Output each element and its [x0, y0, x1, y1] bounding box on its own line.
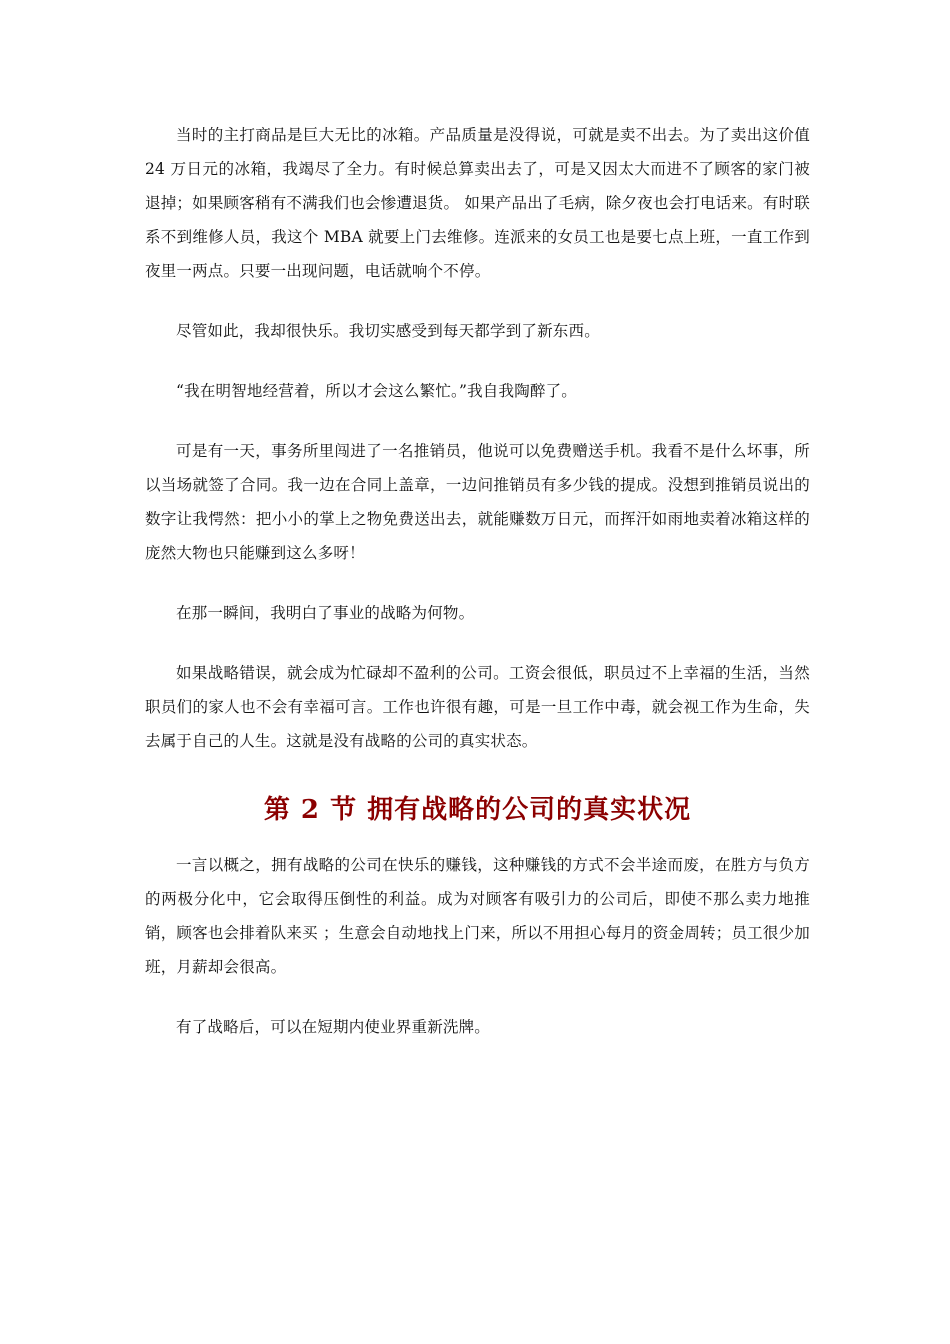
paragraph-self-intoxicated: “我在明智地经营着，所以才会这么繁忙。”我自我陶醉了。: [176, 382, 577, 400]
paragraph-wrong-strategy: 如果战略错误，就会成为忙碌却不盈利的公司。工资会很低，职员过不上幸福的生活，当然职员们的家人也不会有幸福可言。工作也许很有趣，可是一旦工作中毒，就会视工作为生命，失去属于自己的人生。这就是没有战略的公司的真实状态。: [145, 664, 810, 750]
paragraph-strategy-company: 一言以概之，拥有战略的公司在快乐的赚钱，这种赚钱的方式不会半途而废，在胜方与负方的两极分化中，它会取得压倒性的利益。成为对顾客有吸引力的公司后，即使不那么卖力地推销，顾客也会排着队来买 ；生意会自动地找上门来，所以不用担心每月的资金周转；员工很少加班，月薪却会很高。: [145, 856, 810, 976]
paragraph-refrigerator-sales: 当时的主打商品是巨大无比的冰箱。产品质量是没得说，可就是卖不出去。为了卖出这价值 24 万日元的冰箱，我竭尽了全力。有时候总算卖出去了，可是又因太大而进不了顾客的家门被退掉；如果顾客稍有不满我们也会惨遭退货。 如果产品出了毛病，除夕夜也会打电话来。有时联系不到维修人员，我这个 MBA 就要上门去维修。连派来的女员工也是要七点上班，一直工作到夜里一两点。只要一出现问题，电话就响个不停。: [145, 126, 810, 280]
paragraph-still-happy: 尽管如此，我却很快乐。我切实感受到每天都学到了新东西。: [176, 322, 600, 340]
paragraph-reshuffle-industry: 有了战略后，可以在短期内使业界重新洗牌。: [176, 1018, 491, 1036]
section-title: 第 2 节 拥有战略的公司的真实状况: [263, 795, 692, 825]
document-page: [145, 118, 810, 1044]
paragraph-realization: 在那一瞬间，我明白了事业的战略为何物。: [176, 604, 475, 622]
paragraph-salesman-visit: 可是有一天，事务所里闯进了一名推销员，他说可以免费赠送手机。我看不是什么坏事，所以当场就签了合同。我一边在合同上盖章，一边问推销员有多少钱的提成。没想到推销员说出的数字让我愕然：把小小的掌上之物免费送出去，就能赚数万日元，而挥汗如雨地卖着冰箱这样的庞然大物也只能赚到这么多呀！: [145, 442, 810, 562]
